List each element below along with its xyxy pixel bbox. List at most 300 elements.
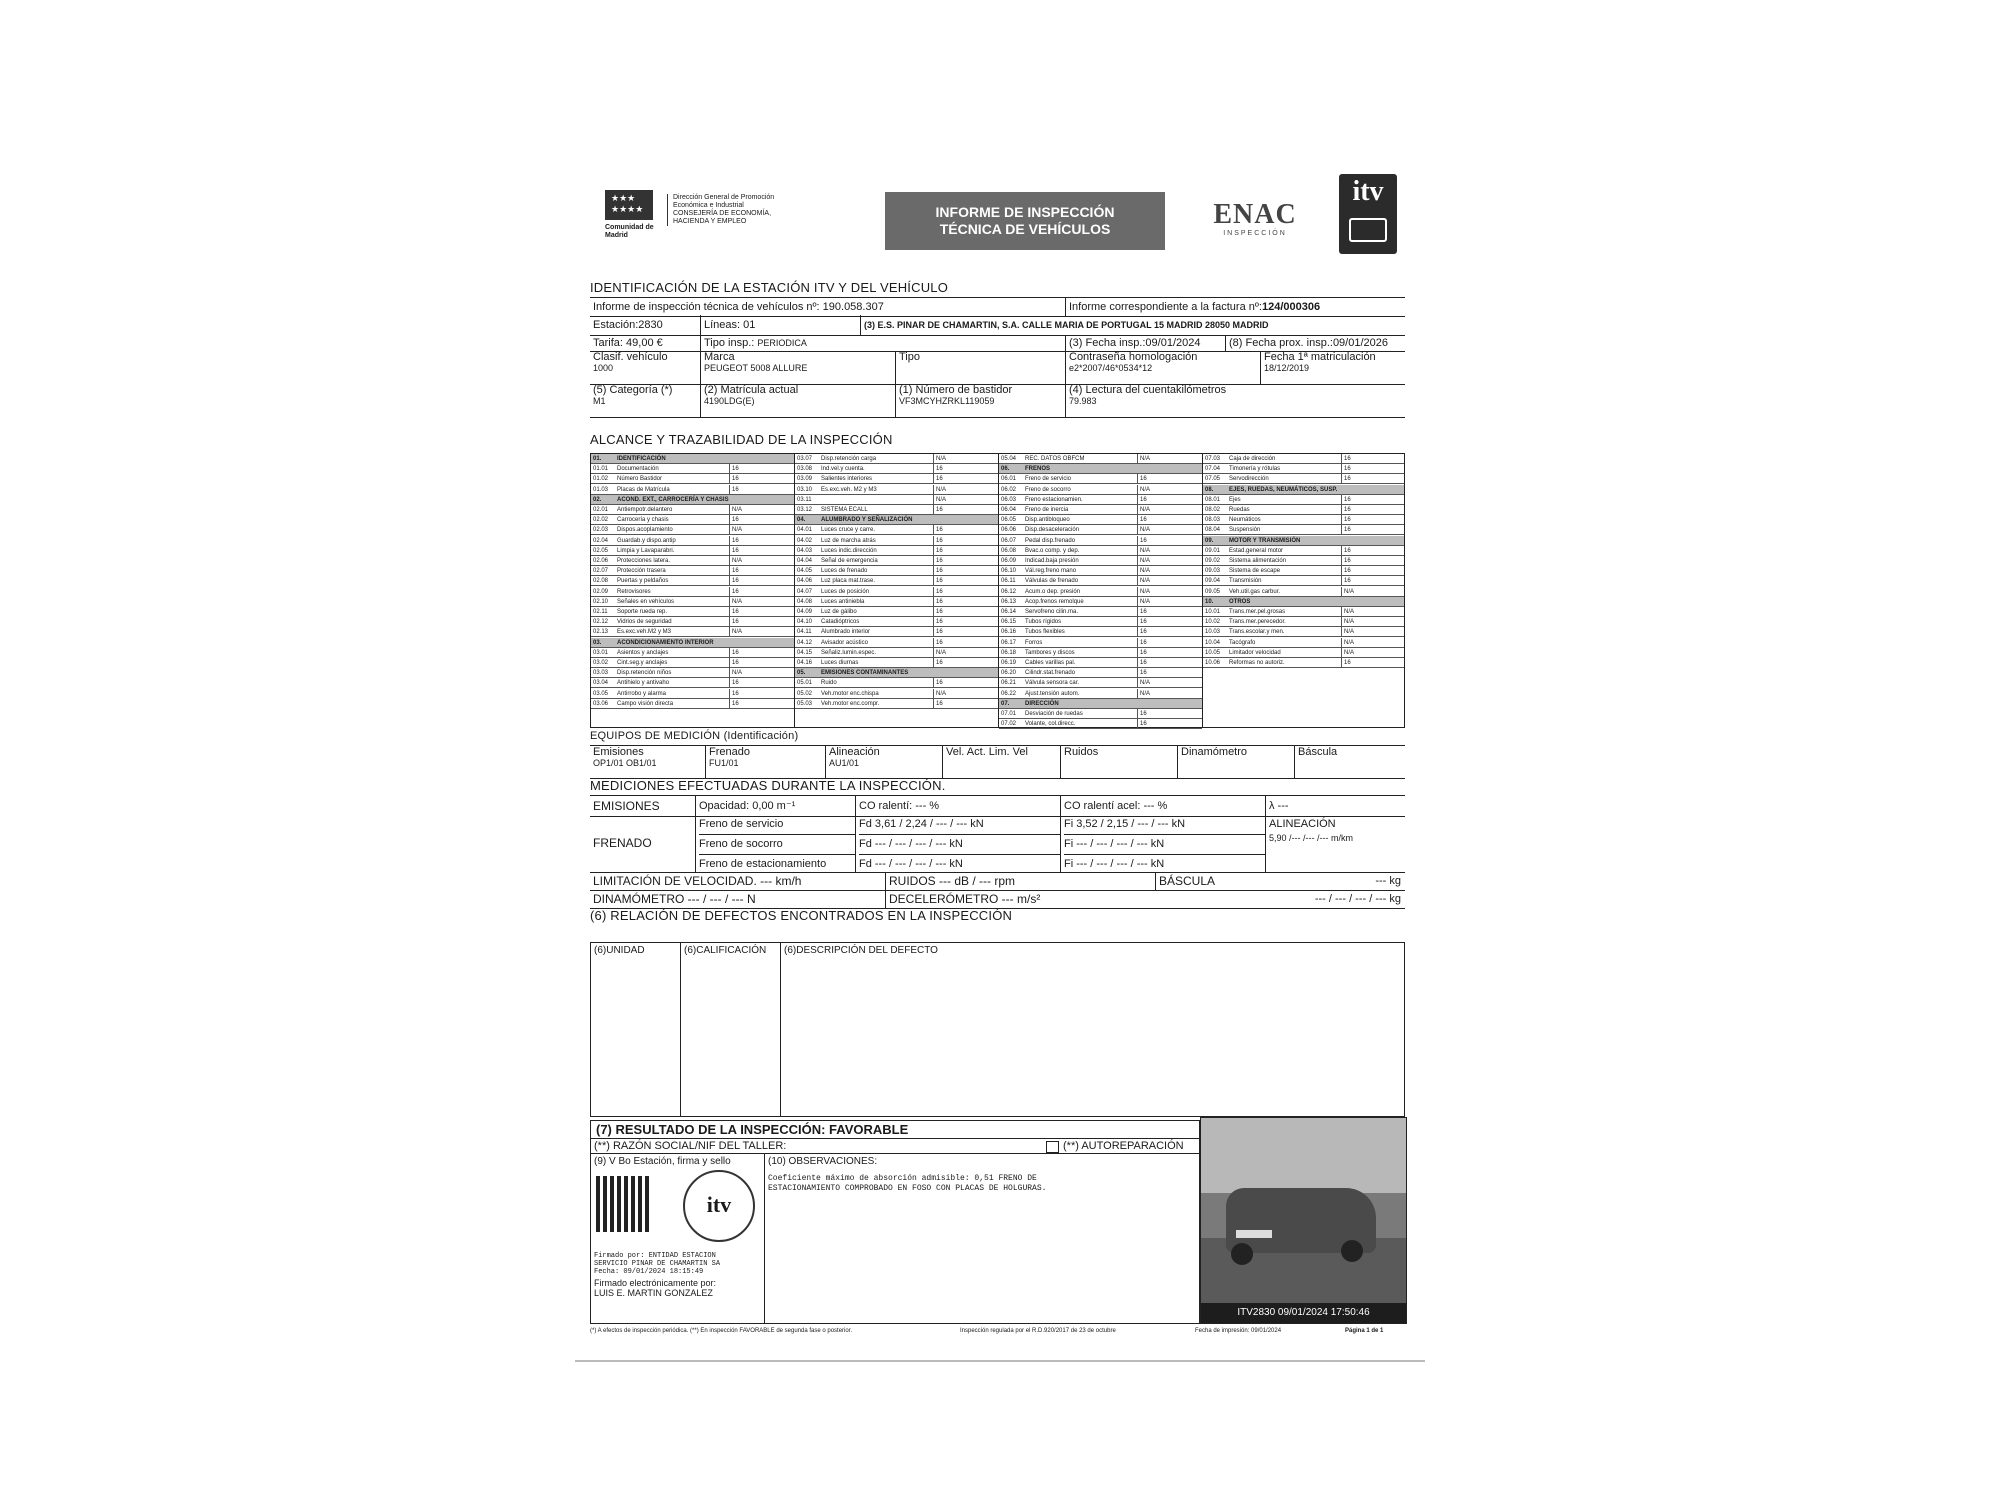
alcance-item [591, 678, 794, 688]
matric1-value: 18/12/2019 [1264, 363, 1310, 373]
alcance-label: Bvac.o comp. y dep. [1025, 547, 1080, 554]
alcance-item [999, 709, 1202, 719]
med-lambda: λ --- [1265, 796, 1405, 816]
alcance-item [795, 627, 998, 637]
alcance-label: Vál.reg.freno mano [1025, 568, 1077, 575]
alcance-result: 16 [1341, 658, 1351, 668]
alcance-code: 10.05 [1205, 649, 1221, 656]
factura-label: Informe correspondiente a la factura nº: [1069, 301, 1262, 313]
alcance-item [999, 485, 1202, 495]
alcance-code: 08.04 [1205, 527, 1221, 534]
firmado-line-4: Firmado electrónicamente por: [594, 1278, 717, 1288]
homolog-value: e2*2007/46*0534*12 [1069, 363, 1153, 373]
alcance-code: 06.05 [1001, 517, 1017, 524]
alcance-code: 06.10 [1001, 568, 1017, 575]
alcance-result: 16 [1341, 515, 1351, 525]
itv-logo-text: itv [1352, 176, 1384, 207]
eq-ruidos: Ruidos [1060, 746, 1177, 778]
fd-estac: Fd --- / --- / --- / --- kN [859, 858, 963, 870]
col-unidad: (6)UNIDAD [591, 943, 681, 1116]
alcance-label: Luces de frenado [821, 568, 868, 575]
alcance-label: OTROS [1229, 598, 1251, 605]
alcance-code: 01.03 [593, 486, 609, 493]
alcance-label: Cables varillas pal. [1025, 660, 1076, 666]
alcance-label: Alumbrado interior [821, 629, 871, 636]
alcance-result: 16 [933, 617, 943, 627]
wheel-front [1231, 1243, 1253, 1265]
alcance-result: 16 [729, 485, 739, 495]
alcance-code: 06.13 [1001, 598, 1017, 605]
alcance-result: N/A [1137, 546, 1150, 556]
alcance-label: Volante, col.direcc. [1025, 721, 1076, 728]
alcance-grid [590, 453, 1405, 728]
section-equipos: EQUIPOS DE MEDICIÓN (Identificación) [590, 730, 799, 742]
alcance-result: 16 [729, 566, 739, 576]
firmado-line-3: Fecha: 09/01/2024 18:15:49 [594, 1268, 704, 1276]
alcance-result: N/A [729, 597, 742, 607]
alcance-label: Antiempotr.delantero [617, 507, 673, 513]
alcance-result: 16 [933, 566, 943, 576]
alcance-code: 02.05 [593, 547, 609, 554]
alcance-label: Neumáticos [1229, 517, 1261, 524]
eq-vel: Vel. Act. Lim. Vel [942, 746, 1060, 778]
alcance-code: 02.10 [593, 598, 609, 605]
alcance-result: 16 [933, 699, 943, 709]
vehicle-photo [1200, 1117, 1407, 1324]
freno-socorro-label: Freno de socorro [699, 835, 855, 855]
alcance-item [999, 607, 1202, 617]
alcance-item [795, 556, 998, 566]
alcance-code: 09. [1205, 537, 1214, 544]
enac-logo [1210, 200, 1300, 255]
alcance-label: Desviación de ruedas [1025, 711, 1083, 717]
tarifa-cell [590, 335, 700, 351]
station-name: (3) E.S. PINAR DE CHAMARTIN, S.A. CALLE MARIA DE PORTUGAL 15 MADRID 28050 MADRID [860, 315, 1405, 335]
categoria-cell [590, 384, 700, 417]
alcance-item [1203, 576, 1404, 586]
alcance-code: 02.03 [593, 527, 609, 534]
eq-alineacion [825, 746, 942, 778]
alcance-code: 04.04 [797, 558, 813, 564]
alcance-item [591, 515, 794, 525]
alcance-result: 16 [1341, 566, 1351, 576]
alcance-result: N/A [729, 556, 742, 566]
alcance-result: 16 [729, 536, 739, 546]
med-emisiones-label: EMISIONES [593, 799, 660, 813]
alcance-item [999, 689, 1202, 699]
alcance-code: 09.01 [1205, 547, 1221, 554]
alcance-item [591, 566, 794, 576]
alcance-item [591, 556, 794, 566]
alcance-label: Ind.vel.y cuenta. [821, 466, 865, 473]
alcance-item [795, 648, 998, 658]
alcance-result: 16 [729, 464, 739, 474]
alcance-item [591, 617, 794, 627]
alcance-item [1203, 566, 1404, 576]
alcance-code: 05.02 [797, 690, 813, 697]
alcance-code: 01. [593, 456, 602, 462]
alcance-code: 03.01 [593, 649, 609, 656]
alcance-code: 02.13 [593, 629, 609, 636]
alcance-label: Tubos flexibles [1025, 629, 1065, 636]
matricula-label: (2) Matrícula actual [704, 384, 799, 396]
section-mediciones: MEDICIONES EFECTUADAS DURANTE LA INSPECCIÓN. [590, 778, 946, 793]
med-co-ralenti: CO ralentí: --- % [855, 796, 1060, 816]
med-ruidos: RUIDOS --- dB / --- rpm [885, 872, 1155, 890]
fd-socorro: Fd --- / --- / --- / --- kN [859, 835, 1060, 855]
alcance-result: 16 [729, 607, 739, 617]
alcance-code: 10.04 [1205, 639, 1221, 646]
alcance-label: Antihielo y antivaho [617, 680, 670, 687]
wheel-rear [1341, 1240, 1363, 1262]
alcance-result: 16 [729, 576, 739, 586]
alcance-result: N/A [1137, 485, 1150, 495]
alcance-label: Puertas y peldaños [617, 578, 669, 585]
fecha-prox-cell [1225, 335, 1405, 351]
enac-text: ENAC [1213, 199, 1297, 230]
alcance-label: Indicad.baja presión [1025, 558, 1079, 564]
alcance-code: 10.01 [1205, 609, 1221, 615]
alcance-item [999, 597, 1202, 607]
alcance-code: 08.02 [1205, 507, 1221, 513]
alcance-item [1203, 556, 1404, 566]
alcance-result: N/A [1341, 607, 1354, 617]
firmado-line-2: SERVICIO PINAR DE CHAMARTIN SA [594, 1260, 721, 1268]
alcance-item [999, 617, 1202, 627]
razon-row [590, 1138, 1200, 1154]
alcance-item [795, 587, 998, 597]
row-categoria [590, 384, 1405, 418]
alcance-code: 04.07 [797, 588, 813, 595]
alcance-label: Caja de dirección [1229, 456, 1276, 462]
alcance-item [1203, 617, 1404, 627]
med-bascula: BÁSCULA [1155, 872, 1335, 890]
eq-alineacion-value: AU1/01 [829, 758, 860, 768]
eq-frenado [705, 746, 825, 778]
alcance-item [795, 454, 998, 464]
alcance-label: ACONDICIONAMIENTO INTERIOR [617, 639, 714, 646]
alcance-label: Carrocería y chasis [617, 517, 669, 524]
alcance-label: Retrovisores [617, 588, 651, 595]
homolog-label: Contraseña homologación [1069, 351, 1198, 363]
alcance-code: 06.12 [1001, 588, 1017, 595]
fecha-insp-cell [1065, 335, 1225, 351]
tipo-insp-label: Tipo insp.: [704, 337, 755, 349]
eq-emisiones-value: OP1/01 OB1/01 [593, 758, 657, 768]
alcance-label: Soporte rueda rep. [617, 609, 668, 615]
firmado-line-5: LUIS E. MARTIN GONZALEZ [594, 1288, 713, 1298]
alcance-label: EMISIONES CONTAMINANTES [821, 670, 909, 677]
alcance-code: 01.02 [593, 476, 609, 483]
alcance-result: 16 [1137, 617, 1147, 627]
alineacion-label: ALINEACIÓN [1269, 818, 1336, 830]
alcance-label: Dispos.acoplamiento [617, 527, 673, 534]
eq-bascula: Báscula [1294, 746, 1405, 778]
alcance-code: 06.07 [1001, 537, 1017, 544]
alcance-code: 04.01 [797, 527, 813, 534]
alcance-code: 07.02 [1001, 721, 1017, 728]
alcance-item [591, 699, 794, 709]
alcance-label: Disp.antibloqueo [1025, 517, 1070, 524]
alcance-result: N/A [1341, 627, 1354, 637]
alcance-item [1203, 454, 1404, 464]
alcance-code: 03.06 [593, 700, 609, 707]
alcance-label: Freno de servicio [1025, 476, 1072, 483]
alcance-result: 16 [729, 474, 739, 484]
alcance-code: 03.07 [797, 456, 813, 462]
department-name [667, 194, 803, 226]
alcance-code: 10. [1205, 598, 1214, 605]
report-title [885, 192, 1165, 250]
alcance-item [591, 485, 794, 495]
alcance-result: N/A [729, 668, 742, 678]
alcance-code: 04.06 [797, 578, 813, 585]
alcance-column [591, 454, 794, 727]
alcance-label: Protección trasera [617, 568, 666, 575]
alcance-item [795, 495, 998, 505]
alcance-code: 02.08 [593, 578, 609, 585]
itv-logo [1339, 174, 1397, 254]
license-plate [1236, 1230, 1272, 1238]
alcance-label: Salientes interiores [821, 476, 873, 483]
autoreparacion-checkbox[interactable] [1046, 1141, 1059, 1153]
alcance-item [591, 658, 794, 668]
alcance-label: Campo visión directa [617, 700, 674, 707]
alcance-result: 16 [729, 678, 739, 688]
alcance-code: 06.21 [1001, 680, 1017, 687]
alcance-result: 16 [1137, 648, 1147, 658]
alcance-code: 03.09 [797, 476, 813, 483]
alcance-result: N/A [1137, 566, 1150, 576]
title-line-2: TÉCNICA DE VEHÍCULOS [939, 221, 1111, 237]
alcance-code: 06.03 [1001, 496, 1017, 503]
alcance-label: Transmisión [1229, 578, 1262, 585]
photo-caption: ITV2830 09/01/2024 17:50:46 [1201, 1303, 1406, 1323]
alcance-result: 16 [1341, 495, 1351, 505]
alcance-item [591, 607, 794, 617]
alcance-result: N/A [729, 525, 742, 535]
alcance-label: Antirrobo y alarma [617, 690, 667, 697]
enac-sub: INSPECCIÓN [1223, 230, 1287, 237]
alcance-item [795, 576, 998, 586]
alcance-label: Disp.desaceleración [1025, 527, 1080, 534]
alcance-result: N/A [1341, 638, 1354, 648]
med-fd-values [855, 815, 1060, 872]
alcance-code: 08.01 [1205, 496, 1221, 503]
eq-emisiones [590, 746, 705, 778]
factura-value: 124/000306 [1261, 301, 1321, 313]
alcance-label: Tacógrafo [1229, 639, 1256, 646]
clasif-label: Clasif. vehículo [593, 351, 668, 363]
alcance-code: 02.04 [593, 537, 609, 544]
med-bascula-value: --- kg [1375, 875, 1401, 887]
alcance-result: 16 [729, 617, 739, 627]
alcance-result: 16 [1341, 525, 1351, 535]
alcance-result: 16 [1137, 495, 1147, 505]
alcance-label: Señales en vehículos [617, 598, 675, 605]
estacion-label: Estación: [593, 319, 639, 331]
alcance-code: 05.01 [797, 680, 813, 687]
alcance-result: 16 [1341, 505, 1351, 515]
alcance-item [795, 525, 998, 535]
alcance-group-header [1203, 485, 1404, 495]
alcance-code: 06.20 [1001, 670, 1017, 677]
alcance-code: 06.16 [1001, 629, 1017, 636]
row-estacion [590, 315, 1405, 336]
marca-cell [700, 351, 895, 384]
alcance-result: 16 [933, 505, 943, 515]
alcance-label: Estad.general motor [1229, 547, 1284, 554]
alcance-result: N/A [1137, 576, 1150, 586]
matric1-label: Fecha 1ª matriculación [1264, 351, 1376, 363]
alcance-label: Válvulas de frenado [1025, 578, 1079, 585]
alcance-code: 06.04 [1001, 507, 1017, 513]
alcance-item [999, 515, 1202, 525]
firmado-block [594, 1252, 720, 1276]
alcance-label: Tambores y discos [1025, 649, 1075, 656]
fecha-prox-value: 09/01/2026 [1332, 337, 1388, 349]
alcance-code: 09.03 [1205, 568, 1221, 575]
section-identificacion: IDENTIFICACIÓN DE LA ESTACIÓN ITV Y DEL VEHÍCULO [590, 280, 949, 295]
alcance-item [999, 638, 1202, 648]
alcance-result: 16 [729, 587, 739, 597]
alcance-label: Disp.retención niños [617, 670, 672, 677]
alcance-result: N/A [1137, 689, 1150, 699]
alcance-item [999, 495, 1202, 505]
alcance-code: 09.02 [1205, 558, 1221, 564]
alcance-code: 02.07 [593, 568, 609, 575]
alcance-item [999, 536, 1202, 546]
alcance-code: 03.02 [593, 660, 609, 666]
qr-code-icon [596, 1176, 652, 1232]
alcance-result: N/A [1137, 678, 1150, 688]
alcance-group-header [999, 699, 1202, 709]
alcance-code: 06.18 [1001, 649, 1017, 656]
alcance-column [1202, 454, 1404, 727]
alcance-item [999, 719, 1202, 729]
alcance-result: 16 [1137, 627, 1147, 637]
alcance-result: N/A [1341, 587, 1354, 597]
alcance-result: N/A [1341, 617, 1354, 627]
razon-label: (**) RAZÓN SOCIAL/NIF DEL TALLER: [594, 1140, 787, 1152]
alcance-item [591, 587, 794, 597]
marca-label: Marca [704, 351, 735, 363]
alcance-item [999, 546, 1202, 556]
fi-socorro: Fi --- / --- / --- / --- kN [1064, 835, 1265, 855]
alcance-item [999, 587, 1202, 597]
alcance-label: Reformas no autoriz. [1229, 660, 1285, 666]
alcance-result: N/A [729, 505, 742, 515]
alcance-result: N/A [1137, 505, 1150, 515]
alcance-group-header [591, 638, 794, 648]
alcance-result: 16 [933, 658, 943, 668]
tipo-insp-cell [700, 335, 1065, 351]
row-limitacion [590, 872, 1405, 891]
alcance-item [999, 678, 1202, 688]
alcance-label: EJES, RUEDAS, NEUMÁTICOS, SUSP. [1229, 486, 1338, 493]
km-label: (4) Lectura del cuentakilómetros [1069, 384, 1227, 396]
alcance-label: Suspensión [1229, 527, 1261, 534]
alcance-item [795, 505, 998, 515]
alcance-code: 03.12 [797, 507, 813, 513]
alcance-label: Documentación [617, 466, 659, 473]
alcance-code: 02.11 [593, 609, 608, 615]
vobo-label: (9) V Bo Estación, firma y sello [594, 1156, 731, 1167]
alcance-result: 16 [1341, 464, 1351, 474]
stamp-text: itv [706, 1192, 732, 1217]
tipo-insp-value: PERIODICA [757, 338, 807, 348]
alcance-result: N/A [933, 495, 946, 505]
med-opacidad: Opacidad: 0,00 m⁻¹ [695, 796, 855, 816]
factura-cell [1065, 298, 1405, 316]
matricula-value: 4190LDG(E) [704, 396, 755, 406]
alcance-item [999, 525, 1202, 535]
alcance-result: 16 [1137, 719, 1147, 729]
alcance-code: 03.04 [593, 680, 609, 687]
alcance-result: 16 [1137, 515, 1147, 525]
fi-servicio: Fi 3,52 / 2,15 / --- / --- kN [1064, 815, 1265, 835]
alcance-code: 01.01 [593, 466, 609, 473]
km-value: 79.983 [1069, 396, 1097, 406]
dept-line-2: CONSEJERÍA DE ECONOMÍA, HACIENDA Y EMPLEO [673, 210, 772, 225]
med-co-ralenti-acel: CO ralentí acel: --- % [1060, 796, 1265, 816]
lineas-label: Líneas: [704, 319, 741, 331]
estacion-cell [590, 315, 700, 335]
alcance-item [1203, 658, 1404, 668]
alcance-label: Tubos rígidos [1025, 619, 1062, 626]
alcance-code: 09.05 [1205, 588, 1221, 595]
freno-servicio-label: Freno de servicio [699, 815, 855, 835]
alcance-result: N/A [1137, 525, 1150, 535]
alcance-result: N/A [933, 648, 946, 658]
alcance-item [795, 464, 998, 474]
tarifa-value: 49,00 [626, 337, 654, 349]
alcance-item [1203, 495, 1404, 505]
alcance-label: Limitador velocidad [1229, 649, 1281, 656]
alcance-result: 16 [729, 546, 739, 556]
footer-fecha: Fecha de impresión: 09/01/2024 [1195, 1328, 1282, 1334]
alcance-result: N/A [1137, 454, 1150, 464]
alcance-item [1203, 607, 1404, 617]
med-decelerometro: DECELERÓMETRO --- m/s² [885, 890, 1155, 908]
alcance-result: 16 [933, 607, 943, 617]
observ-line-2: ESTACIONAMIENTO COMPROBADO EN FOSO CON PLACAS DE HOLGURAS. [768, 1184, 1047, 1193]
alcance-item [795, 566, 998, 576]
alcance-code: 03. [593, 639, 602, 646]
alcance-group-header [999, 464, 1202, 474]
alcance-code: 02.09 [593, 588, 609, 595]
alcance-item [591, 627, 794, 637]
med-limitacion: LIMITACIÓN DE VELOCIDAD. --- km/h [593, 874, 802, 888]
alcance-group-header [1203, 597, 1404, 607]
alcance-label: Ruido [821, 680, 837, 687]
row-informe [590, 297, 1405, 317]
alcance-code: 07.01 [1001, 711, 1017, 717]
alcance-code: 02.06 [593, 558, 609, 564]
alcance-group-header [795, 515, 998, 525]
bastidor-value: VF3MCYHZRKL119059 [899, 396, 995, 406]
alcance-code: 09.04 [1205, 578, 1221, 585]
row-equipos [590, 745, 1405, 779]
alcance-label: Freno estacionamien. [1025, 496, 1083, 503]
alcance-item [795, 638, 998, 648]
observaciones-label: (10) OBSERVACIONES: [768, 1156, 878, 1167]
med-bascula-value-2: --- / --- / --- / --- kg [1314, 893, 1401, 905]
alcance-label: Luz placa mat.trase. [821, 578, 876, 585]
tipo-cell [895, 351, 1065, 384]
resultado-title: (7) RESULTADO DE LA INSPECCIÓN: FAVORABLE [590, 1120, 1200, 1138]
alcance-code: 05.04 [1001, 456, 1017, 462]
